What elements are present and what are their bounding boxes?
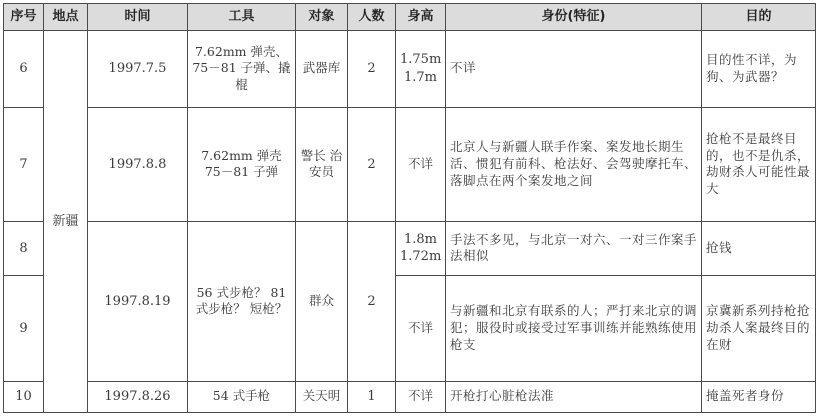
- identity-cell: 与新疆和北京有联系的人；严打来北京的调犯；服役时或接受过军事训练并能熟练使用枪支: [446, 275, 702, 381]
- header-location: 地点: [44, 4, 88, 31]
- time-cell: 1997.8.26: [88, 381, 188, 412]
- header-seq: 序号: [4, 4, 44, 31]
- height-cell: 1.75m 1.7m: [396, 31, 446, 108]
- seq-cell: 8: [4, 221, 44, 275]
- tool-cell: 56 式步枪？ 81 式步枪？ 短枪？: [188, 221, 296, 381]
- target-cell: 群众: [296, 221, 348, 381]
- identity-cell: 手法不多见，与北京一对六、一对三作案手法相似: [446, 221, 702, 275]
- header-row: [4, 4, 816, 31]
- header-time: 时间: [88, 4, 188, 31]
- tool-cell: 54 式手枪: [188, 381, 296, 412]
- header-identity: 身份(特征): [446, 4, 702, 31]
- purpose-cell: 抢钱: [702, 221, 816, 275]
- count-cell: 1: [348, 381, 396, 412]
- identity-cell: 不详: [446, 31, 702, 108]
- target-cell: 警长 治安员: [296, 107, 348, 221]
- case-table: [3, 3, 816, 413]
- time-cell: 1997.8.8: [88, 107, 188, 221]
- seq-cell: 7: [4, 107, 44, 221]
- header-target: 对象: [296, 4, 348, 31]
- header-count: 人数: [348, 4, 396, 31]
- tool-cell: 7.62mm 弹壳 75－81 子弹: [188, 107, 296, 221]
- identity-cell: 北京人与新疆人联手作案、案发地长期生活、惯犯有前科、枪法好、会驾驶摩托车、落脚点在两个案发地之间: [446, 107, 702, 221]
- count-cell: 2: [348, 31, 396, 108]
- table-row: [4, 221, 816, 275]
- purpose-cell: 抢枪不是最终目的，也不是仇杀，劫财杀人可能性最大: [702, 107, 816, 221]
- seq-cell: 9: [4, 275, 44, 381]
- table-row: [4, 107, 816, 221]
- seq-cell: 10: [4, 381, 44, 412]
- height-cell: 1.8m 1.72m: [396, 221, 446, 275]
- height-cell: 不详: [396, 275, 446, 381]
- header-height: 身高: [396, 4, 446, 31]
- table-row: [4, 31, 816, 108]
- purpose-cell: 目的性不详，为狗、为武器？: [702, 31, 816, 108]
- count-cell: 2: [348, 221, 396, 381]
- location-cell: 新疆: [44, 31, 88, 413]
- table-row: [4, 381, 816, 412]
- time-cell: 1997.8.19: [88, 221, 188, 381]
- seq-cell: 6: [4, 31, 44, 108]
- header-tool: 工具: [188, 4, 296, 31]
- purpose-cell: 掩盖死者身份: [702, 381, 816, 412]
- identity-cell: 开枪打心脏枪法准: [446, 381, 702, 412]
- height-cell: 不详: [396, 107, 446, 221]
- target-cell: 关天明: [296, 381, 348, 412]
- tool-cell: 7.62mm 弹壳、75－81 子弹、撬棍: [188, 31, 296, 108]
- height-cell: 不详: [396, 381, 446, 412]
- purpose-cell: 京冀新系列持枪抢劫杀人案最终目的在财: [702, 275, 816, 381]
- target-cell: 武器库: [296, 31, 348, 108]
- header-purpose: 目的: [702, 4, 816, 31]
- time-cell: 1997.7.5: [88, 31, 188, 108]
- count-cell: 2: [348, 107, 396, 221]
